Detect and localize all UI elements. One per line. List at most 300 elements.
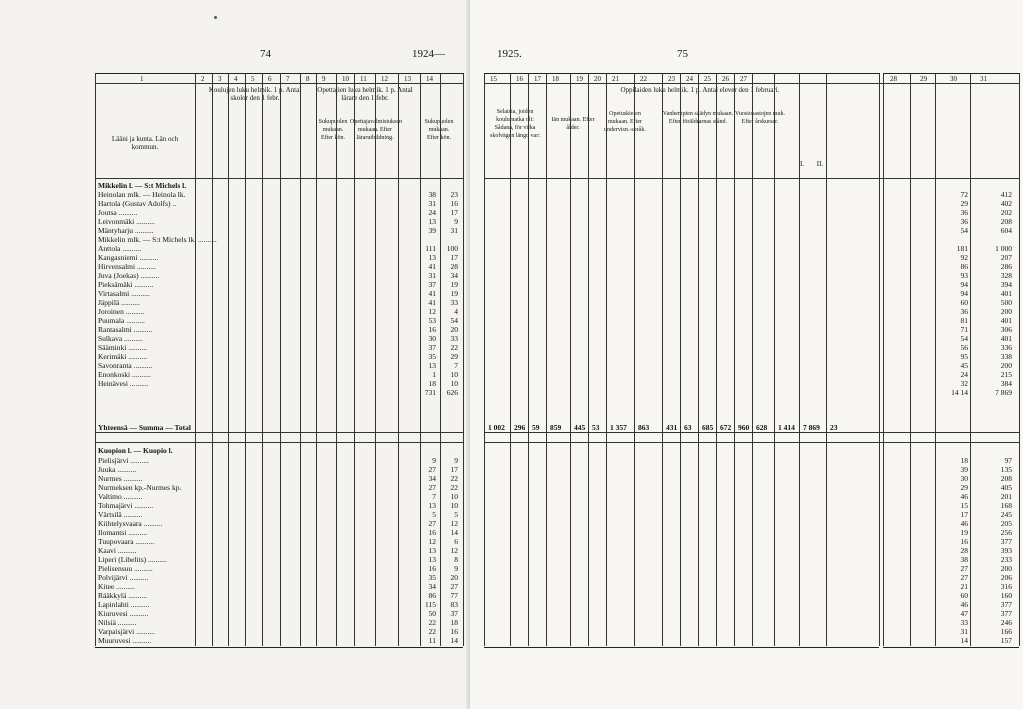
- right-col-number-17: 17: [534, 75, 541, 83]
- col14-s2-cell-8: 14: [450, 528, 458, 537]
- col31-s2-cell-12: 200: [1000, 564, 1012, 573]
- section1-municipality-list: [98, 190, 217, 388]
- right-col-number-25: 25: [704, 75, 711, 83]
- col31-s1-cell-18: 338: [1000, 352, 1012, 361]
- col13-s2-cell-16: 115: [425, 600, 436, 609]
- col13-s1-cell-7: 13: [428, 253, 436, 262]
- section1-row-6: Anttola ..........: [98, 244, 142, 253]
- right-total-cell-6: 1 357: [610, 423, 627, 432]
- col14-s1-cell-5: [440, 235, 458, 244]
- col31-s2-cell-18: 246: [1000, 618, 1012, 627]
- col30-section2: [938, 456, 968, 645]
- col13-s2-cell-5: 13: [428, 501, 436, 510]
- col14-s1-cell-1: 16: [450, 199, 458, 208]
- col31-s1-cell-1: 402: [1000, 199, 1012, 208]
- page-number-right: 75: [677, 48, 688, 60]
- section2-row-9: Tuupovaara ..........: [98, 537, 155, 546]
- col14-s2-cell-11: 8: [454, 555, 458, 564]
- section1-row-12: Jäppilä ..........: [98, 298, 140, 307]
- col14-s2-cell-15: 77: [450, 591, 458, 600]
- col13-s1-cell-14: 53: [428, 316, 436, 325]
- col14-s1-cell-3: 9: [454, 217, 458, 226]
- col13-s2-cell-8: 16: [428, 528, 436, 537]
- col30-s2-cell-3: 29: [960, 483, 968, 492]
- col30-s1-cell-21: 32: [960, 379, 968, 388]
- col14-s1-cell-10: 19: [450, 280, 458, 289]
- col31-s2-cell-14: 316: [1000, 582, 1012, 591]
- col31-s1-cell-16: 401: [1000, 334, 1012, 343]
- col30-s1-cell-11: 94: [960, 289, 968, 298]
- col30-s1-cell-19: 45: [960, 361, 968, 370]
- col31-s1-cell-22: 7 869: [995, 388, 1012, 397]
- col31-s1-cell-14: 401: [1000, 316, 1012, 325]
- col13-s2-cell-13: 35: [428, 573, 436, 582]
- col30-s1-cell-1: 29: [960, 199, 968, 208]
- col14-s1-cell-22: 626: [446, 388, 458, 397]
- col30-s1-cell-5: [938, 235, 968, 244]
- col13-s2-cell-10: 13: [428, 546, 436, 555]
- col14-s2-cell-5: 10: [450, 501, 458, 510]
- section2-row-7: Kiihtelysvaara ..........: [98, 519, 163, 528]
- left-col-number-12: 12: [381, 75, 388, 83]
- col13-s2-cell-9: 12: [428, 537, 436, 546]
- right-page: [470, 0, 1023, 709]
- col14-s2-cell-19: 16: [450, 627, 458, 636]
- left-col-number-8: 8: [306, 75, 310, 83]
- right-total-cell-12: 960: [738, 423, 750, 432]
- right-col-number-24: 24: [686, 75, 693, 83]
- col31-s2-cell-7: 205: [1000, 519, 1012, 528]
- section1-row-0: Heinolan mlk. — Heinola lk.: [98, 190, 186, 199]
- section2-row-14: Kitee ..........: [98, 582, 135, 591]
- col31-s2-cell-1: 135: [1000, 465, 1012, 474]
- section1-row-4: Mäntyharju ..........: [98, 226, 154, 235]
- sub-sukupuolen-2: Sukupuolen mukaan. Efter kön.: [424, 119, 454, 141]
- col13-s1-cell-10: 37: [428, 280, 436, 289]
- col14-s1-cell-15: 20: [450, 325, 458, 334]
- col14-s1-cell-12: 33: [450, 298, 458, 307]
- section1-row-7: Kangasniemi ..........: [98, 253, 159, 262]
- col30-s2-cell-0: 18: [960, 456, 968, 465]
- col13-section2: [420, 456, 436, 645]
- col14-s1-cell-7: 17: [450, 253, 458, 262]
- col13-s1-cell-21: 18: [428, 379, 436, 388]
- col13-s2-cell-17: 50: [428, 609, 436, 618]
- col31-s1-cell-17: 336: [1000, 343, 1012, 352]
- section2-row-1: Juuka ..........: [98, 465, 137, 474]
- col14-s1-cell-4: 31: [450, 226, 458, 235]
- col13-s2-cell-18: 22: [428, 618, 436, 627]
- right-col-number-16: 16: [516, 75, 523, 83]
- col14-s1-cell-14: 54: [450, 316, 458, 325]
- col30-s2-cell-14: 21: [960, 582, 968, 591]
- col13-s1-cell-4: 39: [428, 226, 436, 235]
- sub-selaisia: Selaisia, joiden koulumatka oli: Sådana, för vilka skolvägen längd var:: [490, 109, 540, 139]
- col13-s1-cell-22: 731: [424, 388, 436, 397]
- col13-s1-cell-9: 31: [428, 271, 436, 280]
- left-col-number-9: 9: [322, 75, 326, 83]
- section-mikkeli: Mikkelin l. — S:t Michels l.: [98, 181, 187, 190]
- section1-row-13: Joroinen ..........: [98, 307, 145, 316]
- col31-s1-cell-13: 200: [1000, 307, 1012, 316]
- right-total-cell-0: 1 002: [488, 423, 505, 432]
- col30-s1-cell-0: 72: [960, 190, 968, 199]
- section1-row-1: Hartola (Gustav Adolfs) ..: [98, 199, 177, 208]
- col13-s2-cell-12: 16: [428, 564, 436, 573]
- right-total-cell-7: 863: [638, 423, 650, 432]
- group-teachers-caption: Opettajien luku helmik. 1 p. Antal lärare den 1 febr.: [317, 86, 413, 102]
- col31-s2-cell-4: 201: [1000, 492, 1012, 501]
- col13-s2-cell-0: 9: [432, 456, 436, 465]
- col30-s1-cell-17: 56: [960, 343, 968, 352]
- section2-row-2: Nurmes ..........: [98, 474, 143, 483]
- col14-s2-cell-2: 22: [450, 474, 458, 483]
- col30-s1-cell-7: 92: [960, 253, 968, 262]
- col14-s1-cell-17: 22: [450, 343, 458, 352]
- col13-s1-cell-18: 35: [428, 352, 436, 361]
- section1-row-15: Rantasalmi ..........: [98, 325, 153, 334]
- col30-s1-cell-15: 71: [960, 325, 968, 334]
- right-total-cell-5: 53: [592, 423, 600, 432]
- col30-s2-cell-4: 46: [960, 492, 968, 501]
- section1-row-18: Kerimäki ..........: [98, 352, 147, 361]
- right-total-cell-3: 859: [550, 423, 562, 432]
- col30-s1-cell-6: 181: [956, 244, 968, 253]
- col13-s1-cell-1: 31: [428, 199, 436, 208]
- roman-one: I.: [799, 160, 805, 168]
- right-total-cell-16: 23: [830, 423, 838, 432]
- col14-s1-cell-16: 33: [450, 334, 458, 343]
- col30-s2-cell-19: 31: [960, 627, 968, 636]
- col30-s2-cell-6: 17: [960, 510, 968, 519]
- col14-s2-cell-3: 22: [450, 483, 458, 492]
- col13-s1-cell-5: [420, 235, 436, 244]
- col13-s1-cell-8: 41: [428, 262, 436, 271]
- group-schools-caption: Koulujen luku helmik. 1 p. Antal skolor den 1 febr.: [208, 86, 302, 102]
- section2-row-10: Kaavi ..........: [98, 546, 137, 555]
- col31-s2-cell-16: 377: [1000, 600, 1012, 609]
- col14-s2-cell-7: 12: [450, 519, 458, 528]
- left-col-number-13: 13: [404, 75, 411, 83]
- right-col-number-19: 19: [576, 75, 583, 83]
- col31-section1: [972, 190, 1012, 397]
- roman-two: II.: [816, 160, 824, 168]
- col14-s2-cell-14: 27: [450, 582, 458, 591]
- col31-s1-cell-9: 328: [1000, 271, 1012, 280]
- right-total-cell-10: 685: [702, 423, 714, 432]
- col31-s2-cell-17: 377: [1000, 609, 1012, 618]
- right-total-cell-14: 1 414: [778, 423, 795, 432]
- col14-section1: [440, 190, 458, 397]
- col31-s2-cell-10: 393: [1000, 546, 1012, 555]
- col30-s2-cell-11: 38: [960, 555, 968, 564]
- col14-s2-cell-1: 17: [450, 465, 458, 474]
- left-col-number-10: 10: [342, 75, 349, 83]
- left-col-number-2: 2: [201, 75, 205, 83]
- col30-s2-cell-17: 47: [960, 609, 968, 618]
- col13-s2-cell-20: 11: [428, 636, 436, 645]
- right-col-number-31: 31: [980, 75, 987, 83]
- right-total-cell-9: 63: [684, 423, 692, 432]
- left-col-number-11: 11: [360, 75, 367, 83]
- section1-row-16: Sulkava ..........: [98, 334, 143, 343]
- right-col-number-22: 22: [640, 75, 647, 83]
- right-col-number-26: 26: [722, 75, 729, 83]
- col14-s1-cell-19: 7: [454, 361, 458, 370]
- col13-s2-cell-14: 34: [428, 582, 436, 591]
- col13-s1-cell-3: 13: [428, 217, 436, 226]
- col14-s2-cell-16: 83: [450, 600, 458, 609]
- col14-s2-cell-4: 10: [450, 492, 458, 501]
- col30-s1-cell-3: 36: [960, 217, 968, 226]
- right-total-cell-4: 445: [574, 423, 586, 432]
- col31-s1-cell-0: 412: [1000, 190, 1012, 199]
- sub-vanhempien: Vanhempien säädyn mukaan. Efter föräldrarnas stånd.: [662, 111, 734, 125]
- right-col-number-15: 15: [490, 75, 497, 83]
- right-total-cell-15: 7 869: [803, 423, 820, 432]
- col13-s2-cell-6: 5: [432, 510, 436, 519]
- sub-vuosi: Vuosiosastojen muk. Efter årskurser.: [735, 111, 785, 125]
- col30-s2-cell-12: 27: [960, 564, 968, 573]
- col14-s2-cell-12: 9: [454, 564, 458, 573]
- col14-s1-cell-0: 23: [450, 190, 458, 199]
- col14-s1-cell-11: 19: [450, 289, 458, 298]
- col14-s2-cell-13: 20: [450, 573, 458, 582]
- col30-s1-cell-13: 36: [960, 307, 968, 316]
- col13-s2-cell-1: 27: [428, 465, 436, 474]
- section2-row-5: Tohmajärvi ..........: [98, 501, 154, 510]
- col30-section1: [938, 190, 968, 397]
- col31-s1-cell-6: 1 000: [995, 244, 1012, 253]
- section2-row-16: Lapinlahti ..........: [98, 600, 150, 609]
- right-col-number-20: 20: [594, 75, 601, 83]
- col31-s2-cell-9: 377: [1000, 537, 1012, 546]
- col30-s1-cell-10: 94: [960, 280, 968, 289]
- col13-s2-cell-2: 34: [428, 474, 436, 483]
- left-col-number-6: 6: [268, 75, 272, 83]
- col31-s2-cell-13: 206: [1000, 573, 1012, 582]
- col13-s1-cell-19: 13: [428, 361, 436, 370]
- col31-s1-cell-19: 200: [1000, 361, 1012, 370]
- col30-s2-cell-8: 19: [960, 528, 968, 537]
- col14-s2-cell-17: 37: [450, 609, 458, 618]
- col13-section1: [420, 190, 436, 397]
- col30-s2-cell-20: 14: [960, 636, 968, 645]
- col13-s1-cell-11: 41: [428, 289, 436, 298]
- section2-row-18: Nilsiä ..........: [98, 618, 137, 627]
- section1-total-label: Yhteensä — Summa — Total: [98, 423, 191, 432]
- col31-s1-cell-4: 604: [1000, 226, 1012, 235]
- right-col-number-28: 28: [890, 75, 897, 83]
- right-total-cell-2: 59: [532, 423, 540, 432]
- col14-s1-cell-6: 100: [446, 244, 458, 253]
- group-pupils-caption: Oppilaiden luku helmik. 1 p. Antal elever den 1 februari.: [620, 86, 780, 94]
- col14-s1-cell-2: 17: [450, 208, 458, 217]
- col30-s2-cell-7: 46: [960, 519, 968, 528]
- col31-s1-cell-11: 401: [1000, 289, 1012, 298]
- header-year-left: 1924—: [412, 48, 445, 60]
- header-year-right: 1925.: [497, 48, 522, 60]
- section2-row-13: Polvijärvi ..........: [98, 573, 149, 582]
- section1-row-9: Juva (Joekas) ..........: [98, 271, 160, 280]
- col14-s2-cell-0: 9: [454, 456, 458, 465]
- right-col-number-29: 29: [920, 75, 927, 83]
- col13-s2-cell-15: 86: [428, 591, 436, 600]
- col30-s2-cell-1: 39: [960, 465, 968, 474]
- col31-s2-cell-8: 256: [1000, 528, 1012, 537]
- col31-s2-cell-2: 208: [1000, 474, 1012, 483]
- section2-row-15: Rääkkylä ..........: [98, 591, 147, 600]
- col31-s1-cell-2: 202: [1000, 208, 1012, 217]
- col13-s1-cell-6: 111: [425, 244, 436, 253]
- section1-row-5: Mikkelin mlk. — S:t Michels lk. ..........: [98, 235, 217, 244]
- col13-s2-cell-7: 27: [428, 519, 436, 528]
- col13-s2-cell-4: 7: [432, 492, 436, 501]
- right-col-number-27: 27: [740, 75, 747, 83]
- col30-s1-cell-8: 86: [960, 262, 968, 271]
- col13-s1-cell-2: 24: [428, 208, 436, 217]
- col14-s1-cell-9: 34: [450, 271, 458, 280]
- section2-row-19: Varpaisjärvi ..........: [98, 627, 155, 636]
- col31-s2-cell-3: 405: [1000, 483, 1012, 492]
- col31-s1-cell-8: 286: [1000, 262, 1012, 271]
- col13-s1-cell-15: 16: [428, 325, 436, 334]
- col30-s1-cell-16: 54: [960, 334, 968, 343]
- col30-s2-cell-15: 60: [960, 591, 968, 600]
- section1-row-14: Puumala ..........: [98, 316, 145, 325]
- left-col-number-1: 1: [140, 75, 144, 83]
- section2-municipality-list: [98, 456, 196, 645]
- right-total-cell-1: 296: [514, 423, 526, 432]
- right-col-number-21: 21: [612, 75, 619, 83]
- col31-s2-cell-0: 97: [1004, 456, 1012, 465]
- col31-s1-cell-3: 208: [1000, 217, 1012, 226]
- spot-mark: [214, 16, 217, 19]
- col31-s1-cell-5: [972, 235, 1012, 244]
- col30-s2-cell-5: 15: [960, 501, 968, 510]
- col14-s1-cell-21: 10: [450, 379, 458, 388]
- col30-s1-cell-20: 24: [960, 370, 968, 379]
- left-col-number-4: 4: [234, 75, 238, 83]
- section1-row-17: Sääminki ..........: [98, 343, 147, 352]
- left-col-number-5: 5: [251, 75, 255, 83]
- col30-s1-cell-18: 95: [960, 352, 968, 361]
- col13-s2-cell-11: 13: [428, 555, 436, 564]
- col30-s2-cell-10: 28: [960, 546, 968, 555]
- col31-s1-cell-12: 500: [1000, 298, 1012, 307]
- col31-s1-cell-7: 207: [1000, 253, 1012, 262]
- col30-s1-cell-9: 93: [960, 271, 968, 280]
- col14-s2-cell-18: 18: [450, 618, 458, 627]
- col14-s2-cell-9: 6: [454, 537, 458, 546]
- col31-s2-cell-19: 166: [1000, 627, 1012, 636]
- section2-row-20: Muuruvesi ..........: [98, 636, 152, 645]
- col13-s1-cell-12: 41: [428, 298, 436, 307]
- section2-row-11: Liperi (Libelits) ..........: [98, 555, 167, 564]
- col31-s2-cell-5: 168: [1000, 501, 1012, 510]
- col31-section2: [972, 456, 1012, 645]
- col30-s2-cell-13: 27: [960, 573, 968, 582]
- col14-s1-cell-13: 4: [454, 307, 458, 316]
- col30-s2-cell-9: 16: [960, 537, 968, 546]
- section2-row-4: Valtimo ..........: [98, 492, 143, 501]
- left-col-number-7: 7: [286, 75, 290, 83]
- col30-s1-cell-4: 54: [960, 226, 968, 235]
- sub-opetuskieli: Opetuskielen mukaan. Efter undervisn.-språk.: [604, 111, 646, 133]
- col13-s1-cell-0: 38: [428, 190, 436, 199]
- county-caption: Lääni ja kunta. Län och kommun.: [111, 135, 179, 151]
- section2-row-3: Nurmeksen kp.-Nurmes kp.: [98, 483, 182, 492]
- section2-row-6: Värtsilä ..........: [98, 510, 143, 519]
- col13-s2-cell-3: 27: [428, 483, 436, 492]
- col13-s1-cell-17: 37: [428, 343, 436, 352]
- col14-s2-cell-10: 12: [450, 546, 458, 555]
- right-col-number-30: 30: [950, 75, 957, 83]
- left-col-number-3: 3: [218, 75, 222, 83]
- section-kuopio: Kuopion l. — Kuopio l.: [98, 446, 173, 455]
- col31-s1-cell-15: 306: [1000, 325, 1012, 334]
- col14-s1-cell-20: 10: [450, 370, 458, 379]
- col30-s1-cell-14: 81: [960, 316, 968, 325]
- col31-s2-cell-20: 157: [1000, 636, 1012, 645]
- col14-s2-cell-20: 14: [450, 636, 458, 645]
- col31-s2-cell-6: 245: [1000, 510, 1012, 519]
- section1-row-19: Savonranta ..........: [98, 361, 153, 370]
- section1-row-21: Heinävesi ..........: [98, 379, 149, 388]
- section2-row-17: Kiuruvesi ..........: [98, 609, 149, 618]
- col30-s2-cell-2: 30: [960, 474, 968, 483]
- col13-s2-cell-19: 22: [428, 627, 436, 636]
- sub-ian: Iän mukaan. Efter ålder.: [551, 117, 595, 131]
- section1-row-3: Leivonmäki ..........: [98, 217, 155, 226]
- col30-s1-cell-12: 60: [960, 298, 968, 307]
- page-number-left: 74: [260, 48, 271, 60]
- col14-s1-cell-8: 28: [450, 262, 458, 271]
- col31-s2-cell-11: 233: [1000, 555, 1012, 564]
- col14-section2: [440, 456, 458, 645]
- col30-s2-cell-18: 33: [960, 618, 968, 627]
- section1-row-2: Joutsa ..........: [98, 208, 138, 217]
- section2-row-12: Pielisensuu ..........: [98, 564, 153, 573]
- col13-s1-cell-16: 30: [428, 334, 436, 343]
- col14-s1-cell-18: 29: [450, 352, 458, 361]
- section1-row-10: Pieksämäki ..........: [98, 280, 154, 289]
- col30-s1-cell-2: 36: [960, 208, 968, 217]
- sub-opettajavalmistuksen: Opettajavalmistuksen mukaan. Efter lärarutbildning.: [350, 119, 402, 141]
- col13-s1-cell-20: 1: [432, 370, 436, 379]
- col13-s1-cell-13: 12: [428, 307, 436, 316]
- right-col-number-23: 23: [668, 75, 675, 83]
- right-total-cell-8: 431: [666, 423, 678, 432]
- col31-s1-cell-10: 394: [1000, 280, 1012, 289]
- section2-row-0: Pielisjärvi ..........: [98, 456, 150, 465]
- section2-row-8: Ilomantsi ..........: [98, 528, 147, 537]
- sub-sukupuolen: Sukupuolen mukaan. Efter kön.: [318, 119, 348, 141]
- section1-row-8: Hirvensalmi ..........: [98, 262, 156, 271]
- col31-s1-cell-21: 384: [1000, 379, 1012, 388]
- right-total-cell-11: 672: [720, 423, 732, 432]
- section1-row-11: Virtasalmi ..........: [98, 289, 150, 298]
- right-col-number-18: 18: [552, 75, 559, 83]
- col31-s1-cell-20: 215: [1000, 370, 1012, 379]
- col14-s2-cell-6: 5: [454, 510, 458, 519]
- left-col-number-14: 14: [426, 75, 433, 83]
- col30-s2-cell-16: 46: [960, 600, 968, 609]
- col30-s1-cell-22: 14 14: [951, 388, 968, 397]
- section1-row-20: Enonkoski ..........: [98, 370, 151, 379]
- right-total-cell-13: 628: [756, 423, 768, 432]
- col31-s2-cell-15: 160: [1000, 591, 1012, 600]
